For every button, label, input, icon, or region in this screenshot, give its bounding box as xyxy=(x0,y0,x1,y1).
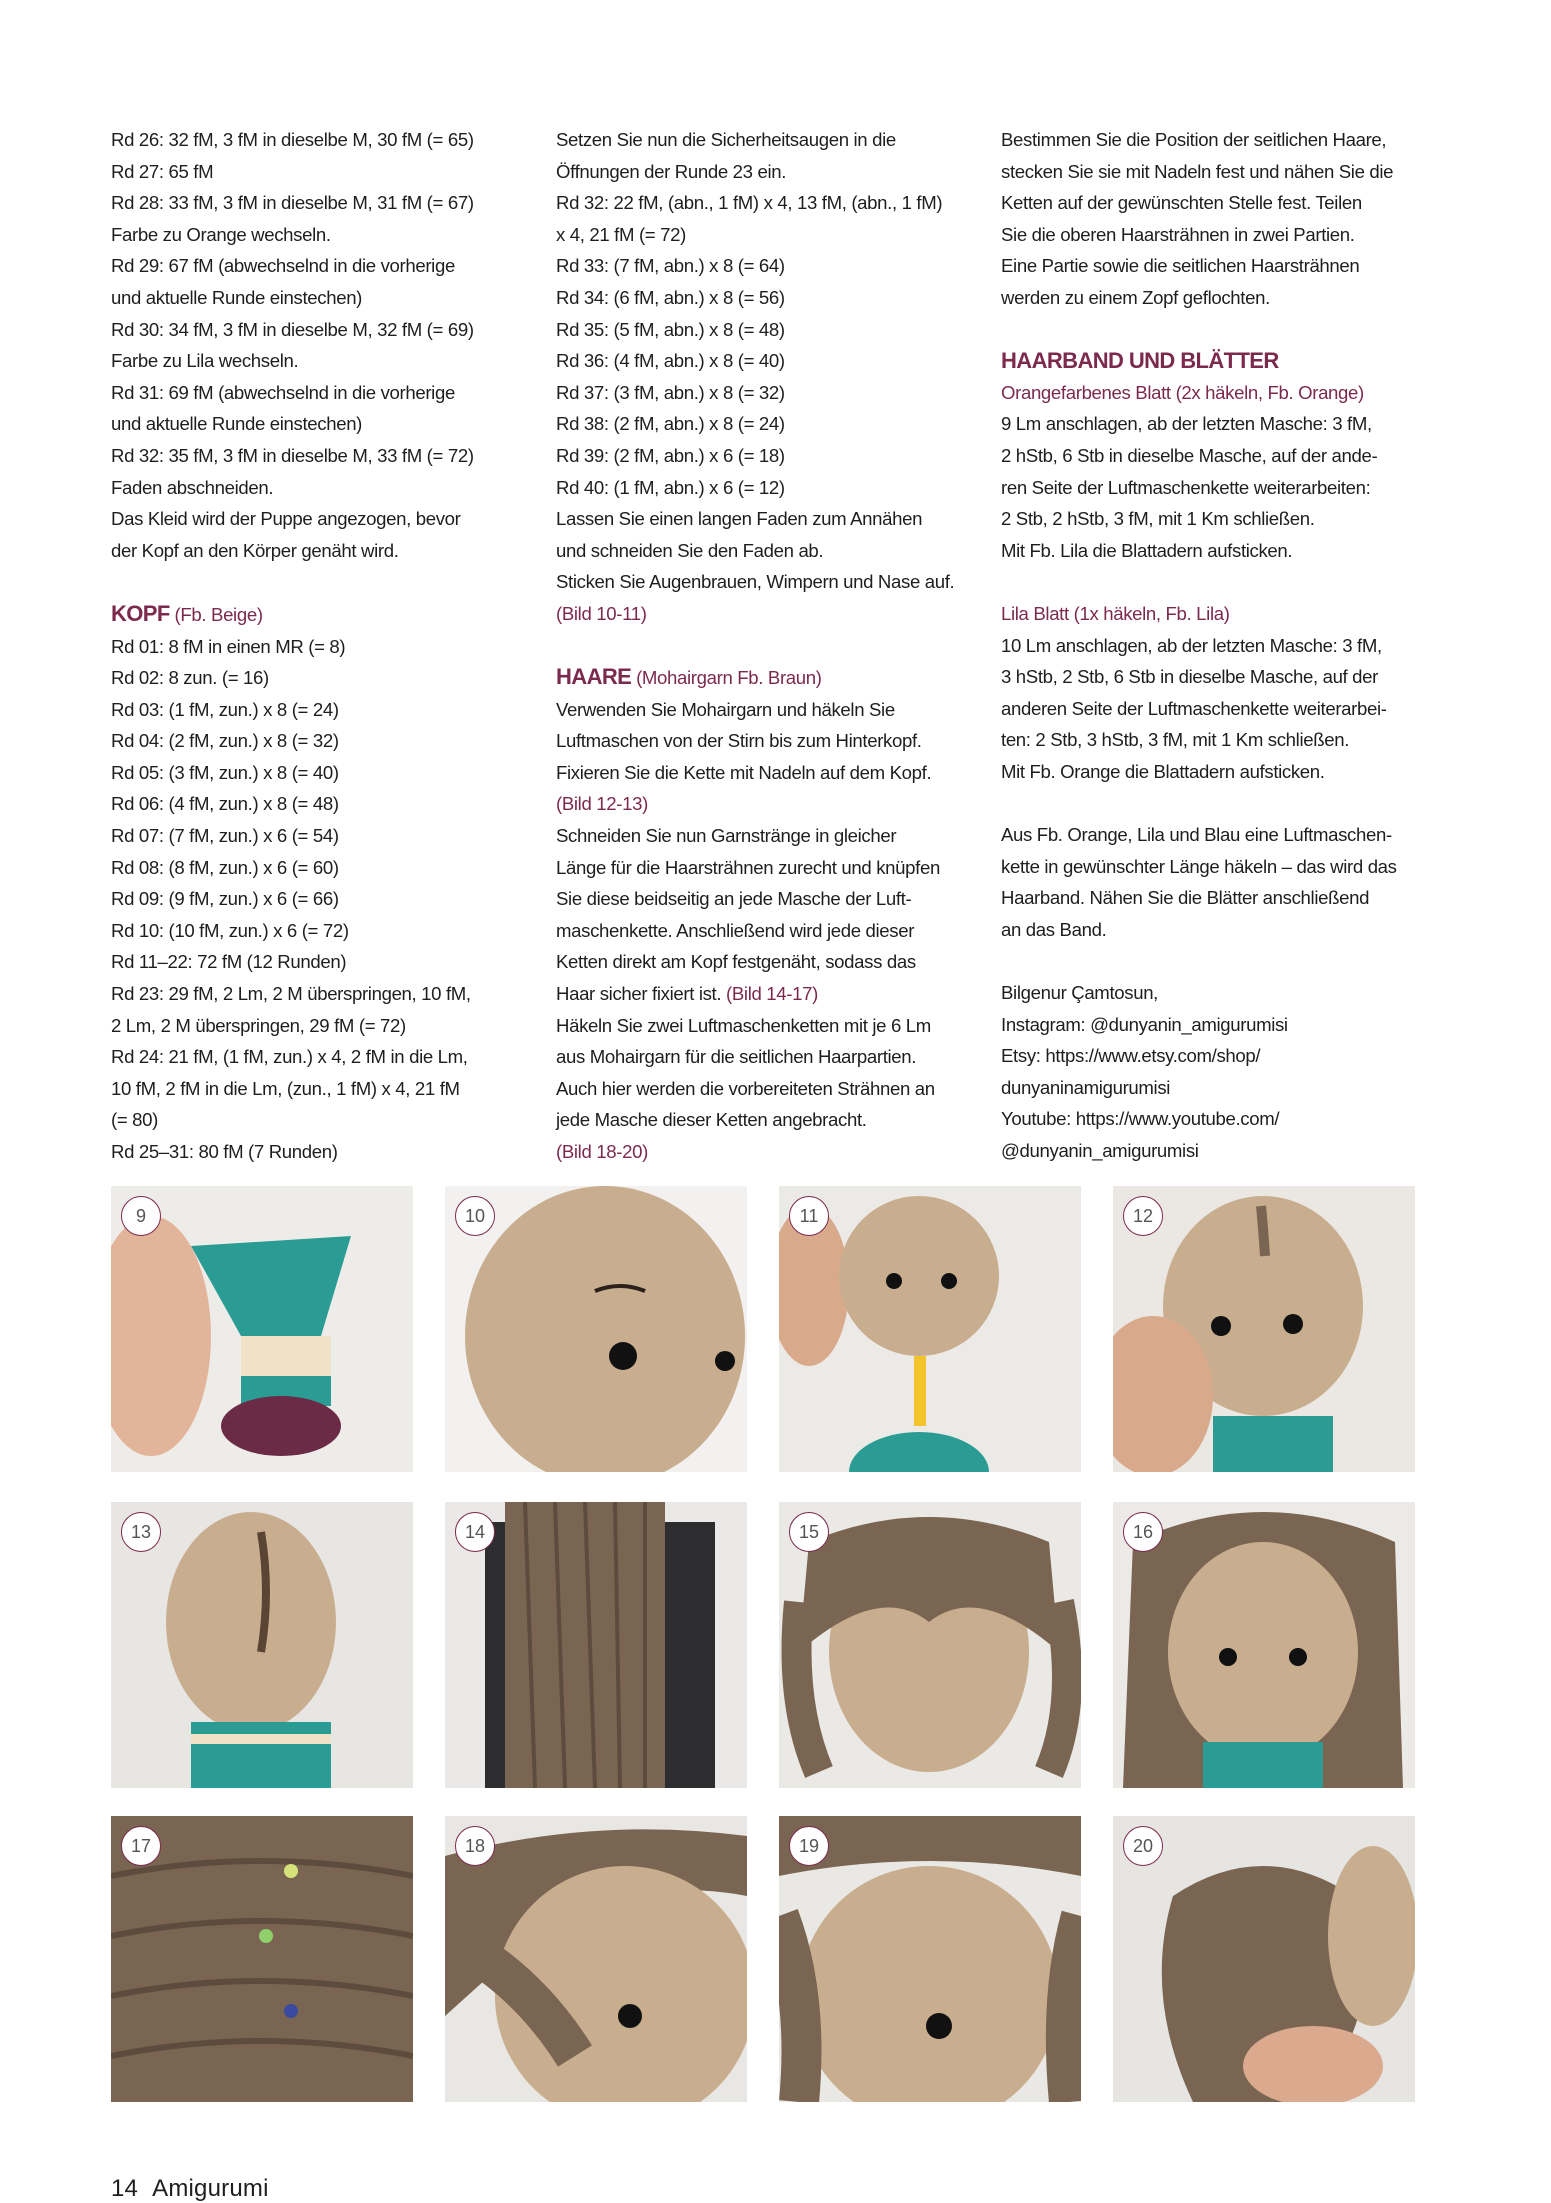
text-line: 10 Lm anschlagen, ab der letzten Masche: 3 fM, xyxy=(1001,634,1382,656)
photo-step-11 xyxy=(779,1186,1081,1472)
ref-bild-12-13: (Bild 12-13) xyxy=(556,793,648,815)
orange-leaf-instructions xyxy=(1001,408,1416,566)
designer-credits xyxy=(1001,977,1416,1167)
step-number-badge: 20 xyxy=(1123,1826,1163,1866)
photo-step-18 xyxy=(445,1816,747,2102)
ref-bild-14-17: (Bild 14-17) xyxy=(726,983,818,1005)
photo-image xyxy=(445,1186,747,1472)
text-line: Sticken Sie Augenbrauen, Wimpern und Nase auf. xyxy=(556,571,955,593)
credit-line: Etsy: https://www.etsy.com/shop/ xyxy=(1001,1045,1261,1067)
text-line: Sie diese beidseitig an jede Masche der Luft- xyxy=(556,888,912,910)
photo-image xyxy=(445,1816,747,2102)
haare-line-with-ref xyxy=(556,978,951,1010)
text-line: Rd 34: (6 fM, abn.) x 8 (= 56) xyxy=(556,286,785,308)
haare-fixed-text: Haar sicher fixiert ist. xyxy=(556,983,722,1005)
pattern-row: Rd 25–31: 80 fM (7 Runden) xyxy=(111,1141,338,1162)
head-instructions xyxy=(556,124,955,598)
credit-line: dunyaninamigurumisi xyxy=(1001,1076,1171,1098)
pattern-row: Rd 07: (7 fM, zun.) x 6 (= 54) xyxy=(111,825,339,847)
text-line: und schneiden Sie den Faden ab. xyxy=(556,539,824,561)
credit-line: Bilgenur Çamtosun, xyxy=(1001,982,1158,1004)
step-number-badge: 15 xyxy=(789,1512,829,1552)
side-hair-instructions xyxy=(1001,124,1416,314)
text-line: ten: 2 Stb, 3 hStb, 3 fM, mit 1 Km schließen. xyxy=(1001,729,1350,751)
text-line: 2 hStb, 6 Stb in dieselbe Masche, auf der ande- xyxy=(1001,444,1378,466)
photo-step-10 xyxy=(445,1186,747,1472)
ref-bild-18-20: (Bild 18-20) xyxy=(556,1141,648,1162)
text-line: maschenkette. Anschließend wird jede dieser xyxy=(556,919,915,941)
step-number-badge: 16 xyxy=(1123,1512,1163,1552)
text-line: ren Seite der Luftmaschenkette weiterarbeiten: xyxy=(1001,476,1371,498)
photo-image xyxy=(1113,1186,1415,1472)
photo-step-15 xyxy=(779,1502,1081,1788)
text-line: Bestimmen Sie die Position der seitlichen Haare, xyxy=(1001,129,1387,150)
photo-image xyxy=(779,1186,1081,1472)
text-line: Rd 33: (7 fM, abn.) x 8 (= 64) xyxy=(556,255,785,277)
step-number-badge: 14 xyxy=(455,1512,495,1552)
photo-step-17 xyxy=(111,1816,413,2102)
lila-leaf-subheading: Lila Blatt (1x häkeln, Fb. Lila) xyxy=(1001,602,1230,624)
text-line: Länge für die Haarsträhnen zurecht und knüpfen xyxy=(556,856,940,878)
photo-image xyxy=(1113,1502,1415,1788)
pattern-row: 10 fM, 2 fM in die Lm, (zun., 1 fM) x 4, 21 fM xyxy=(111,1077,460,1099)
text-line: 9 Lm anschlagen, ab der letzten Masche: 3 fM, xyxy=(1001,413,1372,435)
photo-step-12 xyxy=(1113,1186,1415,1472)
text-line: Verwenden Sie Mohairgarn und häkeln Sie xyxy=(556,698,895,720)
haarband-heading: HAARBAND UND BLÄTTER xyxy=(1001,348,1279,374)
haare-color: (Mohairgarn Fb. Braun) xyxy=(636,667,822,689)
page-footer xyxy=(111,2175,269,2203)
ref-bild-10-11: (Bild 10-11) xyxy=(556,602,647,624)
text-line: an das Band. xyxy=(1001,918,1107,940)
text-line: Häkeln Sie zwei Luftmaschenketten mit je 6 Lm xyxy=(556,1014,931,1036)
text-line: Öffnungen der Runde 23 ein. xyxy=(556,160,787,182)
text-line: Lassen Sie einen langen Faden zum Annähen xyxy=(556,508,923,530)
text-line: Sie die oberen Haarsträhnen in zwei Partien. xyxy=(1001,223,1355,245)
text-line: 3 hStb, 2 Stb, 6 Stb in dieselbe Masche, auf der xyxy=(1001,666,1379,688)
text-line: Rd 29: 67 fM (abwechselnd in die vorherige xyxy=(111,255,455,277)
pattern-row: Rd 03: (1 fM, zun.) x 8 (= 24) xyxy=(111,698,339,720)
text-line: Setzen Sie nun die Sicherheitsaugen in die xyxy=(556,129,896,150)
text-line: Mit Fb. Orange die Blattadern aufsticken. xyxy=(1001,760,1325,782)
pattern-row: Rd 08: (8 fM, zun.) x 6 (= 60) xyxy=(111,856,339,878)
hairband-instructions xyxy=(1001,819,1416,945)
pattern-row: Rd 01: 8 fM in einen MR (= 8) xyxy=(111,635,346,657)
text-line: Rd 30: 34 fM, 3 fM in dieselbe M, 32 fM (= 69) xyxy=(111,318,474,340)
text-line: x 4, 21 fM (= 72) xyxy=(556,223,686,245)
text-line: 2 Stb, 2 hStb, 3 fM, mit 1 Km schließen. xyxy=(1001,508,1315,530)
text-line: Rd 32: 35 fM, 3 fM in dieselbe M, 33 fM (= 72) xyxy=(111,444,474,466)
column-2 xyxy=(556,124,955,1168)
dress-instructions xyxy=(111,124,506,566)
page-number: 14 xyxy=(111,2175,139,2202)
text-line: anderen Seite der Luftmaschenkette weiterarbei- xyxy=(1001,697,1387,719)
text-line: Ketten auf der gewünschten Stelle fest. Teilen xyxy=(1001,192,1362,214)
text-line: Rd 36: (4 fM, abn.) x 8 (= 40) xyxy=(556,350,785,372)
column-3 xyxy=(1001,124,1416,1167)
text-line: aus Mohairgarn für die seitlichen Haarpartien. xyxy=(556,1046,917,1068)
step-number-badge: 10 xyxy=(455,1196,495,1236)
text-line: stecken Sie sie mit Nadeln fest und nähen Sie die xyxy=(1001,160,1394,182)
kopf-title: KOPF xyxy=(111,600,170,626)
photo-image xyxy=(445,1502,747,1788)
text-line: Eine Partie sowie die seitlichen Haarsträhnen xyxy=(1001,255,1360,277)
pattern-row: Rd 04: (2 fM, zun.) x 8 (= 32) xyxy=(111,730,339,752)
haare-heading xyxy=(556,661,951,694)
text-line: Farbe zu Lila wechseln. xyxy=(111,350,299,372)
text-line: Das Kleid wird der Puppe angezogen, bevor xyxy=(111,508,461,530)
column-1 xyxy=(111,124,506,1168)
text-line: Rd 27: 65 fM xyxy=(111,160,214,182)
credit-line: Youtube: https://www.youtube.com/ xyxy=(1001,1108,1280,1130)
step-number-badge: 19 xyxy=(789,1826,829,1866)
text-line: Haarband. Nähen Sie die Blätter anschließend xyxy=(1001,887,1370,909)
text-line: Mit Fb. Lila die Blattadern aufsticken. xyxy=(1001,539,1293,561)
haare-title: HAARE xyxy=(556,664,632,690)
text-line: Rd 32: 22 fM, (abn., 1 fM) x 4, 13 fM, (abn., 1 fM) xyxy=(556,192,943,214)
text-line: Ketten direkt am Kopf festgenäht, sodass das xyxy=(556,951,916,973)
text-line: Rd 26: 32 fM, 3 fM in dieselbe M, 30 fM (= 65) xyxy=(111,129,474,150)
text-line: Luftmaschen von der Stirn bis zum Hinterkopf. xyxy=(556,730,922,752)
step-number-badge: 13 xyxy=(121,1512,161,1552)
step-number-badge: 9 xyxy=(121,1196,161,1236)
text-line: Farbe zu Orange wechseln. xyxy=(111,223,331,245)
photo-step-20 xyxy=(1113,1816,1415,2102)
step-number-badge: 18 xyxy=(455,1826,495,1866)
text-line: Rd 39: (2 fM, abn.) x 6 (= 18) xyxy=(556,444,785,466)
photo-step-14 xyxy=(445,1502,747,1788)
photo-step-9 xyxy=(111,1186,413,1472)
text-line: Rd 31: 69 fM (abwechselnd in die vorherige xyxy=(111,381,455,403)
photo-step-16 xyxy=(1113,1502,1415,1788)
text-line: Rd 35: (5 fM, abn.) x 8 (= 48) xyxy=(556,318,785,340)
pattern-row: Rd 11–22: 72 fM (12 Runden) xyxy=(111,951,347,973)
haare-instructions-2 xyxy=(556,820,951,978)
pattern-row: Rd 02: 8 zun. (= 16) xyxy=(111,667,269,689)
step-number-badge: 12 xyxy=(1123,1196,1163,1236)
kopf-heading xyxy=(111,598,506,631)
pattern-row: Rd 24: 21 fM, (1 fM, zun.) x 4, 2 fM in die Lm, xyxy=(111,1046,468,1068)
text-line: jede Masche dieser Ketten angebracht. xyxy=(556,1109,867,1131)
text-line: Rd 28: 33 fM, 3 fM in dieselbe M, 31 fM (= 67) xyxy=(111,192,474,214)
photo-image xyxy=(779,1816,1081,2102)
credit-line: @dunyanin_amigurumisi xyxy=(1001,1140,1199,1161)
text-line: kette in gewünschter Länge häkeln – das wird das xyxy=(1001,855,1397,877)
photo-step-13 xyxy=(111,1502,413,1788)
pattern-row: Rd 09: (9 fM, zun.) x 6 (= 66) xyxy=(111,888,339,910)
photo-image xyxy=(111,1186,413,1472)
text-line: Faden abschneiden. xyxy=(111,476,274,498)
pattern-row: 2 Lm, 2 M überspringen, 29 fM (= 72) xyxy=(111,1014,406,1036)
orange-leaf-subheading: Orangefarbenes Blatt (2x häkeln, Fb. Orange) xyxy=(1001,381,1364,403)
text-line: Schneiden Sie nun Garnstränge in gleicher xyxy=(556,825,897,847)
text-line: Aus Fb. Orange, Lila und Blau eine Luftmaschen- xyxy=(1001,824,1392,846)
magazine-name: Amigurumi xyxy=(152,2175,269,2202)
text-line: der Kopf an den Körper genäht wird. xyxy=(111,539,399,561)
text-line: Auch hier werden die vorbereiteten Strähnen an xyxy=(556,1077,935,1099)
step-number-badge: 17 xyxy=(121,1826,161,1866)
photo-step-19 xyxy=(779,1816,1081,2102)
credit-line: Instagram: @dunyanin_amigurumisi xyxy=(1001,1013,1288,1035)
text-line: Fixieren Sie die Kette mit Nadeln auf dem Kopf. xyxy=(556,761,932,783)
step-number-badge: 11 xyxy=(789,1196,829,1236)
pattern-row: Rd 23: 29 fM, 2 Lm, 2 M überspringen, 10 fM, xyxy=(111,983,471,1005)
pattern-row: Rd 06: (4 fM, zun.) x 8 (= 48) xyxy=(111,793,339,815)
kopf-color: (Fb. Beige) xyxy=(174,603,263,625)
haare-instructions-1 xyxy=(556,694,951,789)
text-line: Rd 38: (2 fM, abn.) x 8 (= 24) xyxy=(556,413,785,435)
text-line: und aktuelle Runde einstechen) xyxy=(111,286,363,308)
text-line: Rd 37: (3 fM, abn.) x 8 (= 32) xyxy=(556,381,785,403)
text-line: und aktuelle Runde einstechen) xyxy=(111,413,363,435)
text-line: werden zu einem Zopf geflochten. xyxy=(1001,286,1270,308)
kopf-instructions xyxy=(111,631,506,1168)
pattern-row: Rd 10: (10 fM, zun.) x 6 (= 72) xyxy=(111,919,349,941)
haare-instructions-3 xyxy=(556,1010,951,1136)
photo-image xyxy=(1113,1816,1415,2102)
photo-image xyxy=(111,1816,413,2102)
photo-image xyxy=(779,1502,1081,1788)
pattern-row: Rd 05: (3 fM, zun.) x 8 (= 40) xyxy=(111,761,339,783)
lila-leaf-instructions xyxy=(1001,630,1416,788)
photo-image xyxy=(111,1502,413,1788)
text-line: Rd 40: (1 fM, abn.) x 6 (= 12) xyxy=(556,476,785,498)
pattern-row: (= 80) xyxy=(111,1109,158,1131)
